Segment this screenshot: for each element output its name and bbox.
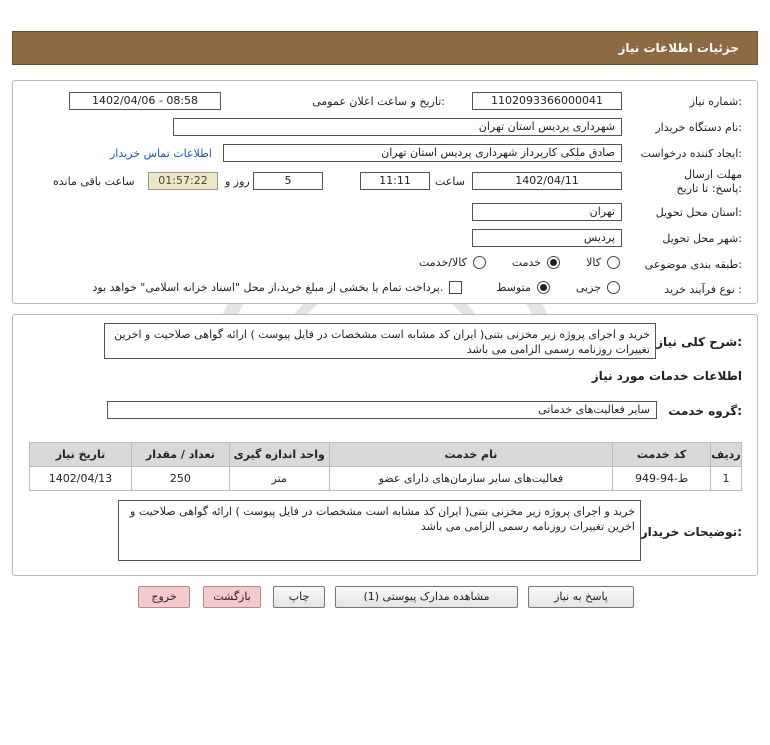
deadline-date-field: 1402/04/11 [472, 172, 622, 190]
process-radio-medium[interactable] [537, 281, 550, 294]
process-label-medium: متوسط [496, 281, 531, 294]
need-number-label: شماره نیاز: [689, 95, 742, 108]
services-table [29, 442, 742, 491]
cell-row: 1 [711, 467, 742, 491]
page-title: جزئیات اطلاعات نیاز [618, 41, 739, 55]
category-label-goods-service: کالا/خدمت [419, 256, 467, 269]
process-radio-minor[interactable] [607, 281, 620, 294]
category-options [419, 256, 620, 269]
buyer-org-field: شهرداری پردیس استان تهران [173, 118, 622, 136]
cell-qty: 250 [131, 467, 229, 491]
services-heading: اطلاعات خدمات مورد نیاز [591, 369, 742, 383]
remaining-label: ساعت باقی مانده [53, 175, 135, 188]
remaining-time-field: 01:57:22 [148, 172, 218, 190]
treasury-payment-checkbox[interactable] [449, 281, 462, 294]
deadline-time-label: ساعت [435, 175, 465, 188]
treasury-payment-note: پرداخت تمام یا بخشی از مبلغ خرید،از محل "اسناد خزانه اسلامی" خواهد بود. [92, 281, 444, 294]
category-radio-goods[interactable] [607, 256, 620, 269]
process-label-minor: جزیی [575, 281, 601, 294]
category-label-goods: کالا [586, 256, 601, 269]
announce-label: تاریخ و ساعت اعلان عمومی: [312, 95, 445, 108]
service-group-field: سایر فعالیت‌های خدماتی [107, 401, 657, 419]
days-label: روز و [225, 175, 250, 188]
province-label: استان محل تحویل: [655, 206, 742, 219]
reply-button[interactable]: پاسخ به نیاز [528, 586, 634, 608]
summary-text: خرید و اجرای پروژه زیر مخزنی بتنی( ایران کد مشابه است مشخصات در فایل پیوست ) ارائه گواهی صلاحیت و اخرین تغییرات روزنامه رسمی الزامی می باشد [104, 323, 656, 359]
process-label: نوع فرآیند خرید : [664, 283, 742, 296]
summary-label: شرح کلی نیاز: [656, 335, 742, 349]
need-number-field: 1102093366000041 [472, 92, 622, 110]
col-qty-header: تعداد / مقدار [131, 443, 229, 467]
exit-button[interactable]: خروج [138, 586, 190, 608]
table-header-row [30, 443, 742, 467]
col-code-header: کد خدمت [613, 443, 711, 467]
city-field: پردیس [472, 229, 622, 247]
cell-name: فعالیت‌های سایر سازمان‌های دارای عضو [329, 467, 612, 491]
category-radio-service[interactable] [547, 256, 560, 269]
buyer-contact-link[interactable]: اطلاعات تماس خریدار [110, 147, 212, 160]
service-group-label: گروه خدمت: [668, 404, 742, 418]
requester-label: ایجاد کننده درخواست: [640, 147, 742, 160]
cell-date: 1402/04/13 [30, 467, 132, 491]
category-label-service: خدمت [511, 256, 542, 269]
col-name-header: نام خدمت [329, 443, 612, 467]
buyer-notes-text: خرید و اجرای پروژه زیر مخزنی بتنی( ایران کد مشابه است مشخصات در فایل پیوست ) ارائه گواهی صلاحیت و اخرین تغییرات روزنامه رسمی الزامی می باشد [118, 500, 641, 561]
category-radio-goods-service[interactable] [473, 256, 486, 269]
category-label: طبقه بندی موضوعی: [644, 258, 742, 271]
days-field: 5 [253, 172, 323, 190]
requester-field: صادق ملکی کارپرداز شهرداری پردیس استان تهران [223, 144, 622, 162]
announce-field: 1402/04/06 - 08:58 [69, 92, 221, 110]
view-documents-button[interactable]: مشاهده مدارک پیوستی (1) [335, 586, 518, 608]
city-label: شهر محل تحویل: [662, 232, 742, 245]
back-button[interactable]: بازگشت [203, 586, 261, 608]
cell-unit: متر [229, 467, 329, 491]
col-date-header: تاریخ نیاز [30, 443, 132, 467]
deadline-time-field: 11:11 [360, 172, 430, 190]
deadline-label: مهلت ارسال پاسخ: تا تاریخ: [676, 168, 742, 195]
process-options [93, 281, 620, 294]
buyer-org-label: نام دستگاه خریدار: [655, 121, 742, 134]
province-field: تهران [472, 203, 622, 221]
table-row [30, 467, 742, 491]
col-row-header: ردیف [711, 443, 742, 467]
col-unit-header: واحد اندازه گیری [229, 443, 329, 467]
cell-code: ط-94-949 [613, 467, 711, 491]
page-header [12, 31, 758, 65]
buyer-notes-label: توضیحات خریدار: [640, 525, 742, 539]
print-button[interactable]: چاپ [273, 586, 325, 608]
